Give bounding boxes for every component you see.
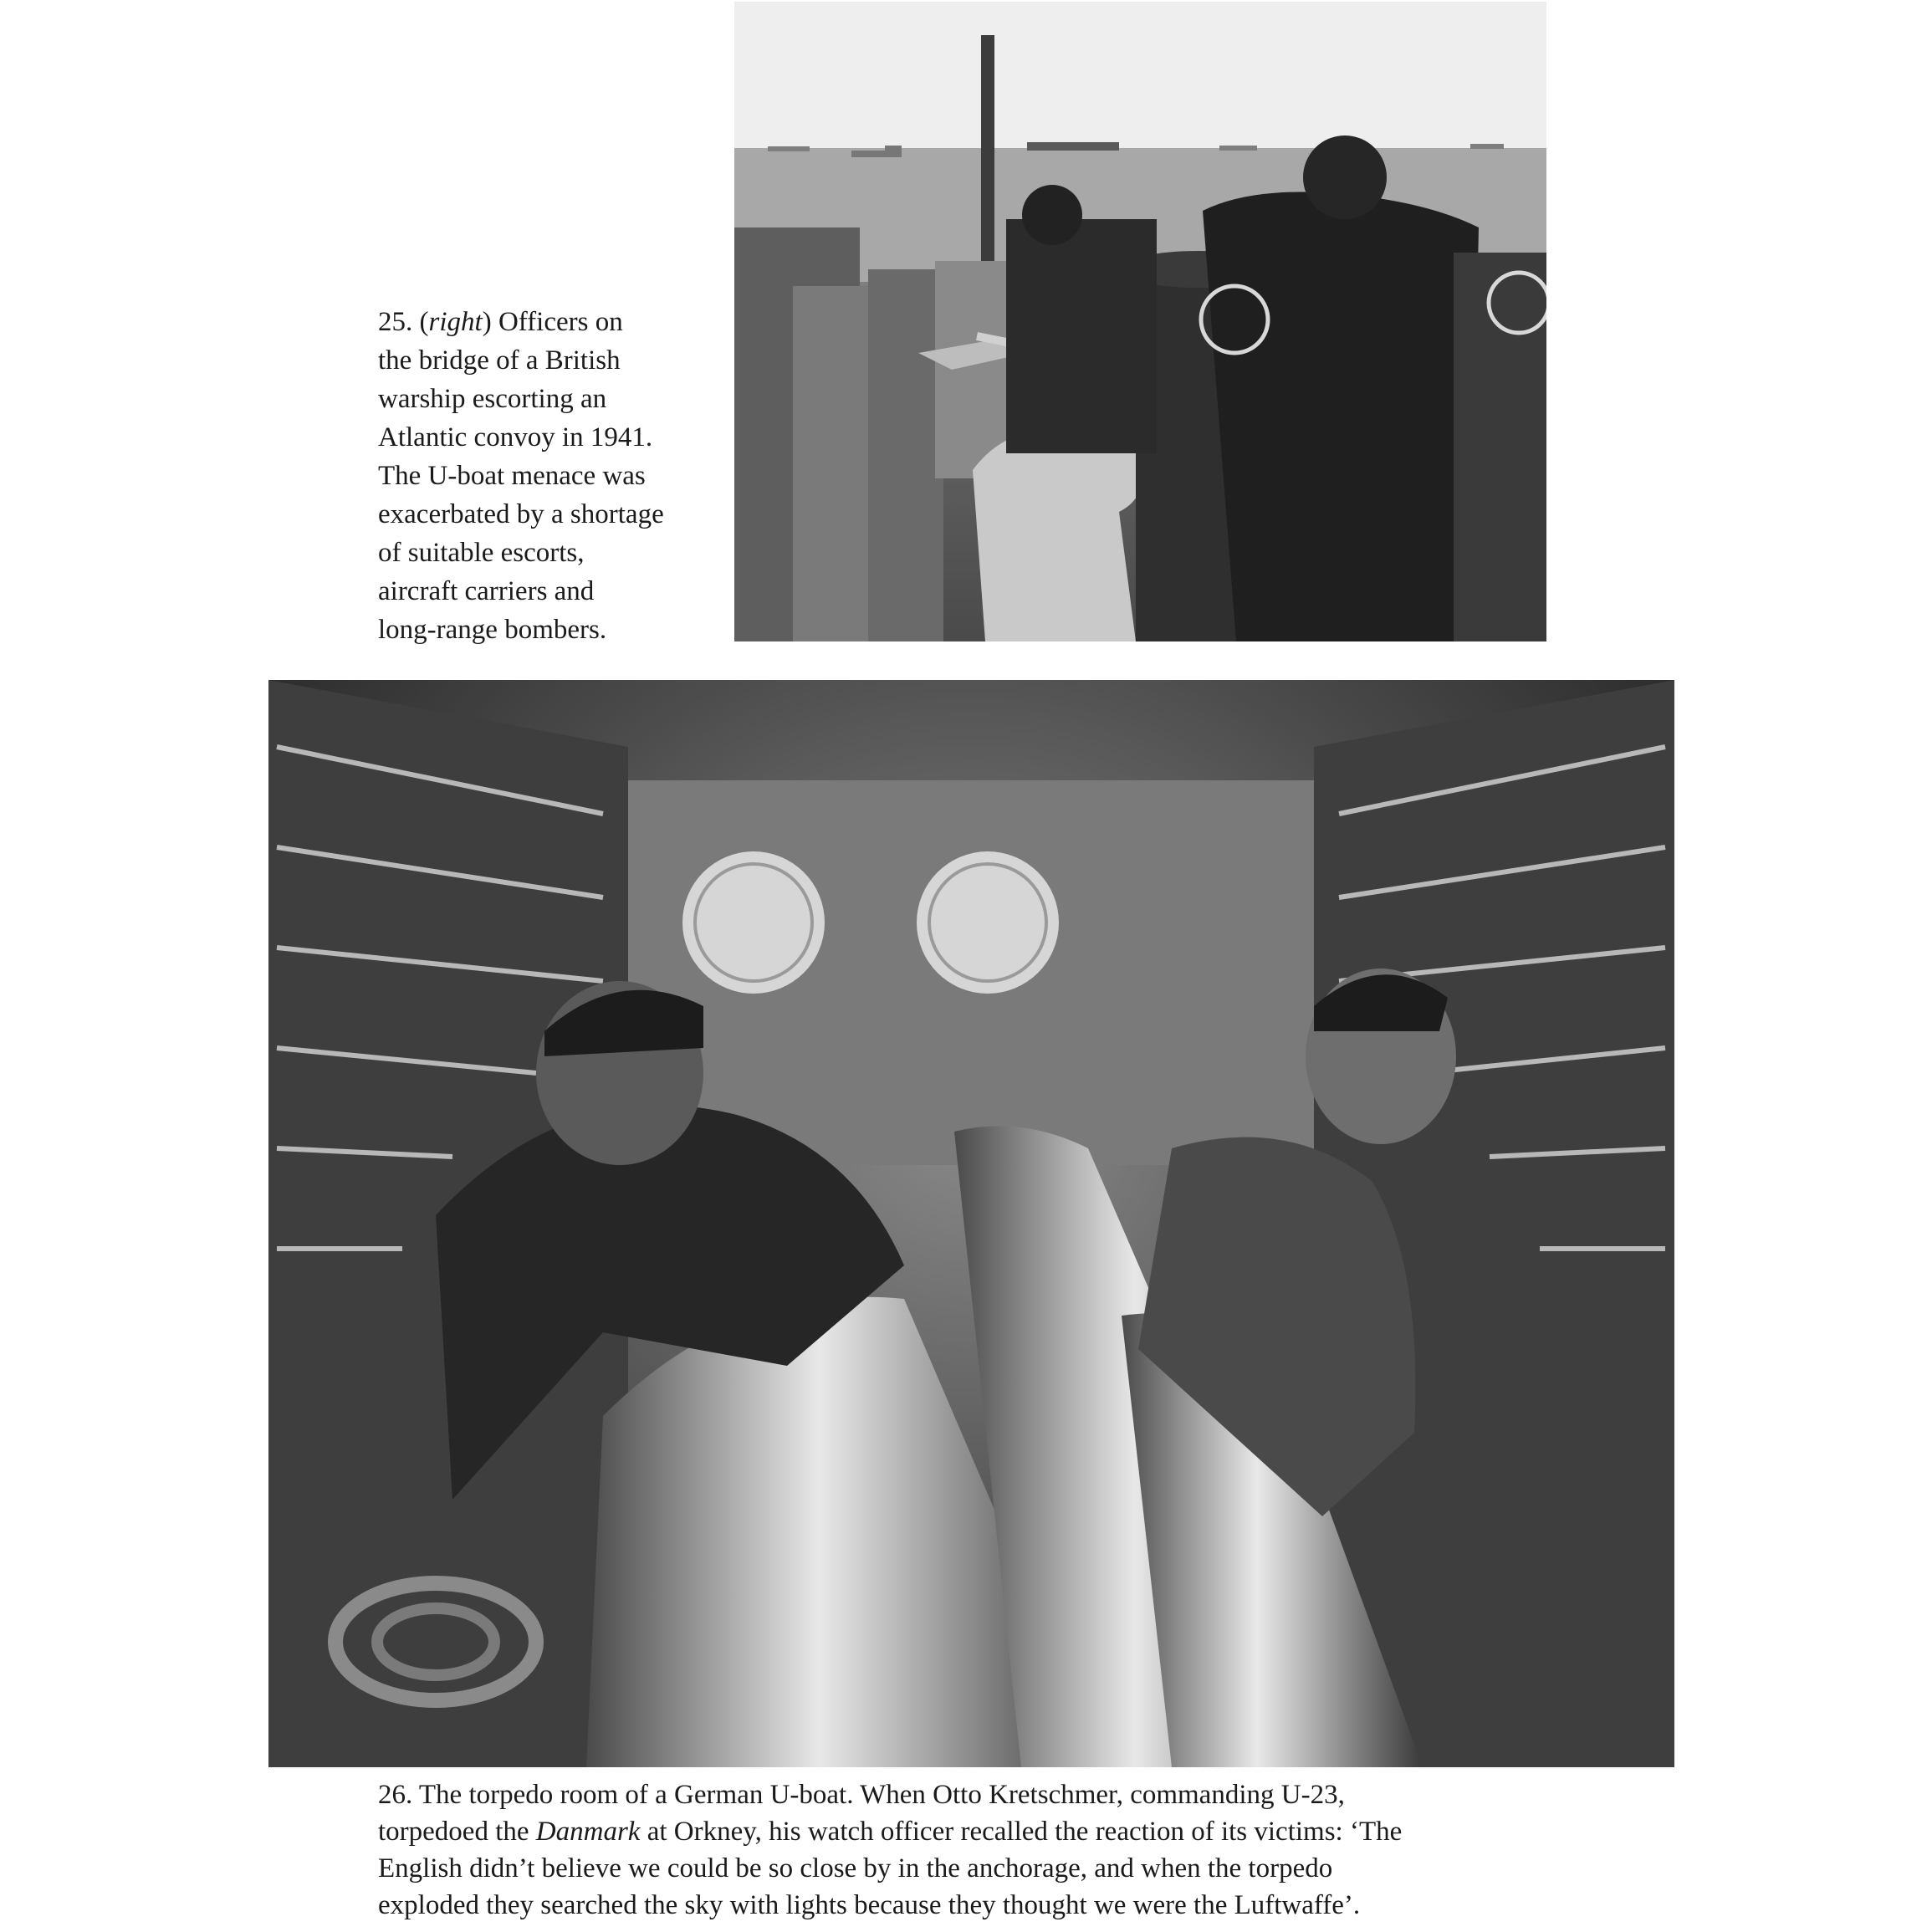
caption-25-line-2: the bridge of a British (378, 345, 621, 376)
caption-26-line-3: English didn’t believe we could be so close by in the anchorage, and when the torpedo (378, 1853, 1333, 1883)
photo-convoy-bridge-drawing (734, 2, 1546, 641)
caption-25-line-8: aircraft carriers and (378, 576, 595, 606)
photo-torpedo-room (268, 680, 1674, 1767)
caption-25-line-9: long-range bombers. (378, 615, 607, 645)
caption-25-line-5: The U-boat menace was (378, 461, 646, 491)
caption-26-line-1: 26. The torpedo room of a German U-boat. When Otto Kretschmer, commanding U-23, (378, 1780, 1345, 1810)
photo-convoy-bridge (734, 2, 1546, 641)
caption-25-line-7: of suitable escorts, (378, 538, 585, 568)
ship-name: Danmark (535, 1817, 641, 1847)
caption-photo-25 (378, 303, 713, 649)
photo-torpedo-room-drawing (268, 680, 1674, 1767)
caption-25-line-1: 25. (right) Officers on (378, 307, 623, 337)
caption-26-line-2: torpedoed the Danmark at Orkney, his watch officer recalled the reaction of its victims: ‘The (378, 1817, 1403, 1847)
caption-25-line-4: Atlantic convoy in 1941. (378, 422, 653, 452)
caption-26-line-4: exploded they searched the sky with lights because they thought we were the Luftwaffe’. (378, 1890, 1361, 1920)
caption-photo-26 (378, 1776, 1683, 1924)
caption-25-line-3: warship escorting an (378, 384, 607, 414)
caption-25-line-6: exacerbated by a shortage (378, 499, 664, 529)
